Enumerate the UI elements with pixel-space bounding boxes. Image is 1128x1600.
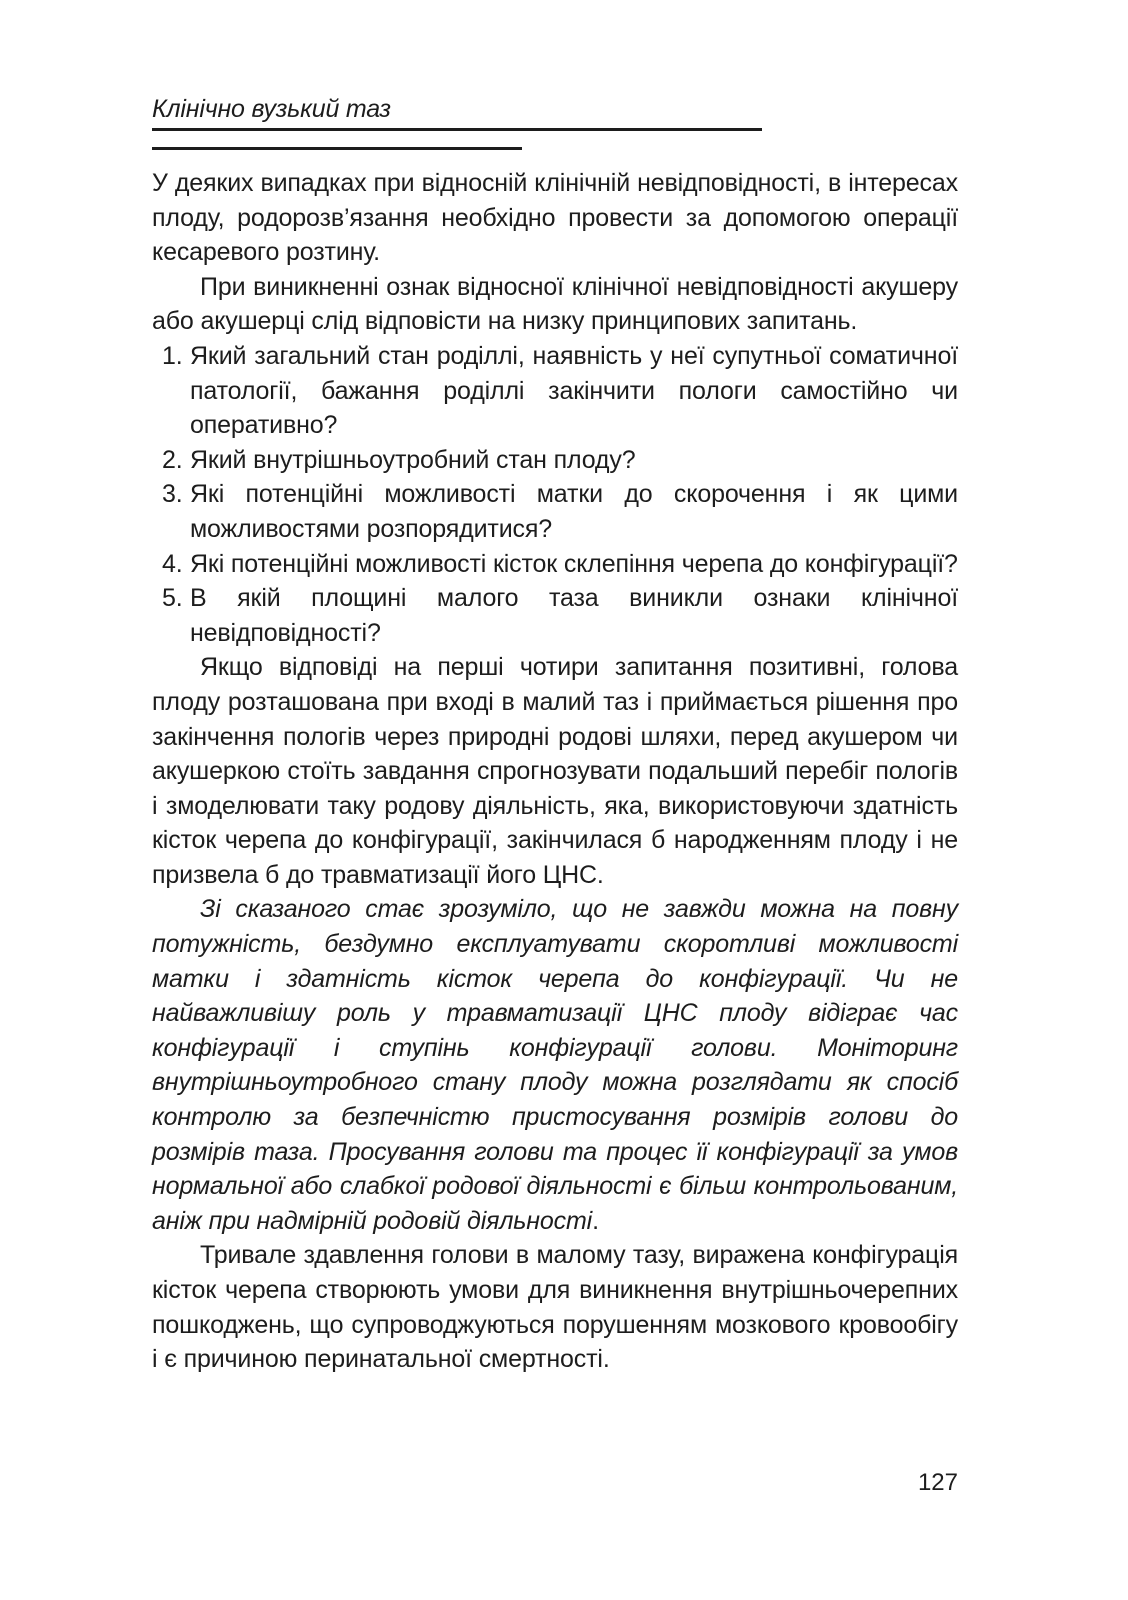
header-rule-long bbox=[152, 128, 762, 131]
list-item-text: В якій площині малого таза виникли ознаки клінічної невідповідності? bbox=[190, 584, 958, 647]
paragraph-5: Тривале здавлення голови в малому тазу, виражена конфігурація кісток черепа створюють умови для виникнення внутрішньочерепних пошкоджень, що супроводжуються порушенням мозкового кровообігу і є причиною перинатальної смертності. bbox=[152, 1241, 958, 1374]
list-item-text: Які потенційні можливості кісток склепіння черепа до конфігурації? bbox=[190, 549, 958, 578]
header-rule-short bbox=[152, 147, 522, 150]
list-item-number: 5. bbox=[162, 584, 183, 613]
list-item-number: 1. bbox=[162, 341, 183, 370]
paragraph-3: Якщо відповіді на перші чотири запитання позитивні, голова плоду розташована при вході в малий таз і приймається рішення про закінчення пологів через природні родові шляхи, перед акушером чи акушеркою стоїть завдання спрогнозувати подальший перебіг пологів і змоделювати таку родову діяльність, яка, використовуючи здатність кісток черепа до конфігурації, закінчилася б народженням плоду і не призвела б до травматизації його ЦНС. bbox=[152, 653, 958, 889]
running-title: Клінічно вузький таз bbox=[152, 95, 391, 123]
running-header bbox=[152, 92, 762, 150]
paragraph-1: У деяких випадках при відносній клінічній невідповідності, в інтересах плоду, родорозв’язання необхідно провести за допомогою операції кесаревого розтину. bbox=[152, 169, 958, 267]
list-item-number: 3. bbox=[162, 480, 183, 509]
list-item bbox=[152, 339, 958, 443]
page-number: 127 bbox=[917, 1469, 958, 1496]
list-item bbox=[152, 581, 958, 650]
list-item-text: Який загальний стан роділлі, наявність у неї супутньої соматичної патології, бажання роділлі закінчити пологи самостійно чи оперативно? bbox=[190, 341, 958, 440]
page-body bbox=[152, 166, 958, 1377]
list-item bbox=[152, 547, 958, 582]
list-item-number: 2. bbox=[162, 445, 183, 474]
paragraph-4-end: . bbox=[592, 1206, 599, 1235]
list-item-text: Які потенційні можливості матки до скорочення і як цими можливостями розпорядитися? bbox=[190, 480, 958, 543]
paragraph-4-italic: Зі сказаного стає зрозуміло, що не завжди можна на повну потужність, бездумно експлуатувати скоротливі можливості матки і здатність кісток черепа до конфігурації. Чи не найважливішу роль у травматизації ЦНС плоду відіграє час конфігурації і ступінь конфігурації голови. Моніторинг внутрішньоутробного стану плоду можна розглядати як спосіб контролю за безпечністю пристосування розмірів голови до розмірів таза. Просування голови та процес її конфігурації за умов нормальної або слабкої родової діяльності є більш контрольованим, аніж при надмірній родовій діяльності bbox=[152, 895, 958, 1235]
list-item bbox=[152, 443, 958, 478]
list-item bbox=[152, 477, 958, 546]
paragraph-4 bbox=[152, 892, 958, 1238]
paragraph-2: При виникненні ознак відносної клінічної невідповідності акушеру або акушерці слід відповісти на низку принципових запитань. bbox=[152, 272, 958, 336]
list-item-number: 4. bbox=[162, 549, 183, 578]
list-item-text: Який внутрішньоутробний стан плоду? bbox=[190, 445, 636, 474]
questions-list bbox=[152, 339, 958, 650]
